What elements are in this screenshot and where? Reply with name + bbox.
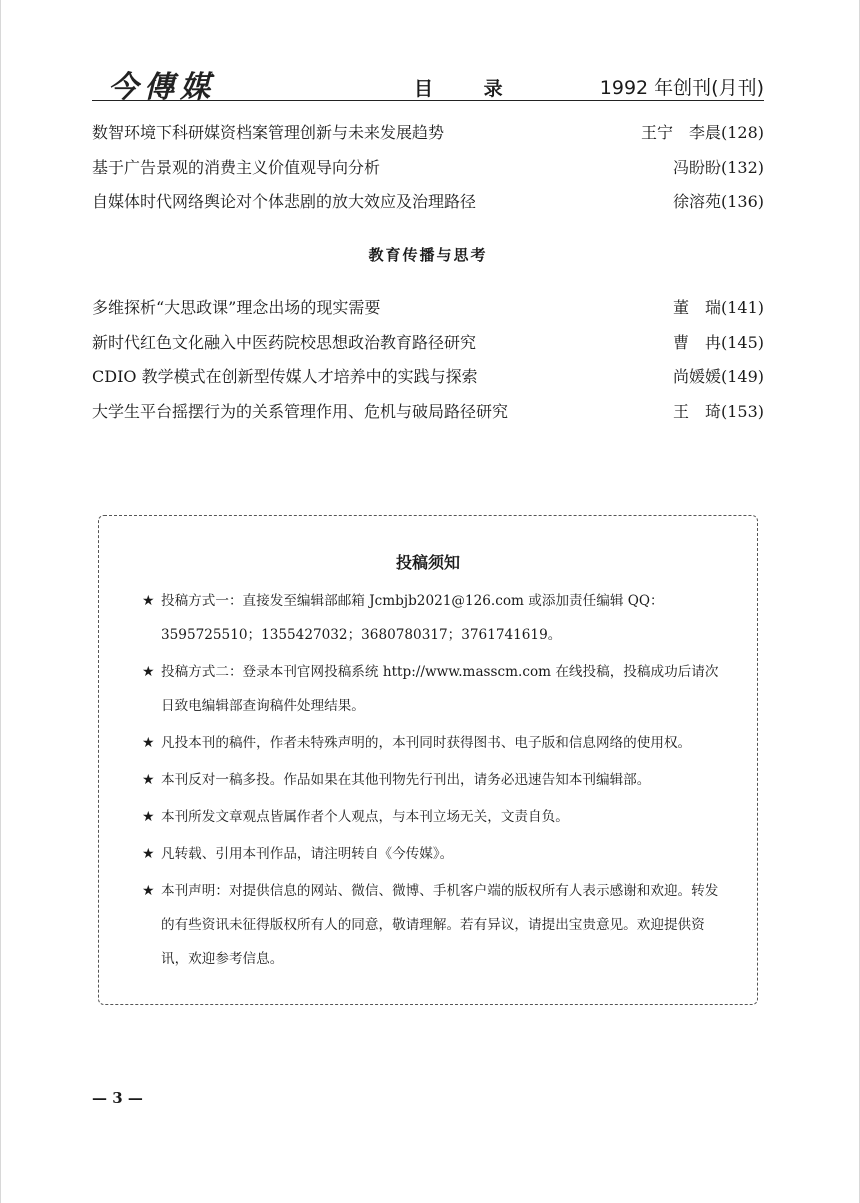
page-left-edge — [0, 0, 1, 1203]
toc-row[interactable] — [92, 332, 764, 367]
toc-author-page: 王宁 李晨(128) — [640, 123, 764, 142]
toc-author-page: 徐溶苑(136) — [672, 192, 764, 211]
star-icon: ★ — [142, 772, 155, 788]
toc-row[interactable] — [92, 401, 764, 436]
section-heading: 教育传播与思考 — [368, 246, 488, 264]
page-header — [92, 60, 764, 105]
notice-list — [142, 584, 722, 979]
submission-notice-box — [98, 515, 758, 1005]
notice-text: 本刊反对一稿多投。作品如果在其他刊物先行刊出，请务必迅速告知本刊编辑部。 — [161, 772, 651, 788]
star-icon: ★ — [142, 664, 155, 680]
notice-item — [142, 763, 722, 797]
toc-title: 新时代红色文化融入中医药院校思想政治教育路径研究 — [92, 332, 477, 352]
star-icon: ★ — [142, 846, 155, 862]
toc-row[interactable] — [92, 122, 764, 157]
toc-row[interactable] — [92, 191, 764, 226]
notice-title: 投稿须知 — [395, 553, 460, 572]
notice-item — [142, 837, 722, 871]
toc-title: 数智环境下科研媒资档案管理创新与未来发展趋势 — [92, 123, 445, 142]
toc-education-list — [92, 297, 764, 435]
toc-author-page: 董 瑞(141) — [672, 298, 764, 317]
toc-author-page: 尚媛媛(149) — [672, 367, 764, 386]
star-icon: ★ — [142, 593, 155, 609]
toc-row[interactable] — [92, 366, 764, 401]
star-icon: ★ — [142, 809, 155, 825]
toc-title: 自媒体时代网络舆论对个体悲剧的放大效应及治理路径 — [92, 192, 477, 211]
page-number: — 3 — — [92, 1089, 143, 1107]
toc-top-list — [92, 122, 764, 226]
notice-text: 凡转载、引用本刊作品，请注明转自《今传媒》。 — [161, 846, 454, 862]
toc-author-page: 曹 冉(145) — [672, 332, 764, 352]
toc-author-page: 王 琦(153) — [672, 401, 764, 421]
notice-item — [142, 584, 722, 652]
notice-text: 投稿方式一：直接发至编辑部邮箱 Jcmbjb2021@126.com 或添加责任编辑 QQ：3595725510；1355427032；3680780317；3761741619。 — [161, 593, 664, 643]
notice-text: 投稿方式二：登录本刊官网投稿系统 http://www.masscm.com 在线投稿，投稿成功后请次日致电编辑部查询稿件处理结果。 — [161, 664, 719, 714]
toc-title: 多维探析“大思政课”理念出场的现实需要 — [92, 298, 381, 317]
toc-title: 基于广告景观的消费主义价值观导向分析 — [92, 157, 381, 177]
notice-item — [142, 726, 722, 760]
toc-row[interactable] — [92, 157, 764, 192]
star-icon: ★ — [142, 883, 155, 899]
page-title: 目 录 — [414, 78, 525, 100]
notice-item — [142, 800, 722, 834]
edition-info: 1992 年创刊(月刊) — [599, 77, 764, 99]
notice-text: 本刊声明：对提供信息的网站、微信、微博、手机客户端的版权所有人表示感谢和欢迎。转发的有些资讯未征得版权所有人的同意，敬请理解。若有异议，请提出宝贵意见。欢迎提供资讯，欢迎参考信息。 — [161, 883, 719, 967]
toc-title: 大学生平台摇摆行为的关系管理作用、危机与破局路径研究 — [92, 401, 509, 421]
notice-text: 本刊所发文章观点皆属作者个人观点，与本刊立场无关，文责自负。 — [161, 809, 569, 825]
toc-author-page: 冯盼盼(132) — [672, 157, 764, 177]
journal-logo: 今傳媒 — [108, 70, 216, 105]
notice-item — [142, 655, 722, 723]
star-icon: ★ — [142, 735, 155, 751]
toc-row[interactable] — [92, 297, 764, 332]
notice-item — [142, 874, 722, 976]
notice-text: 凡投本刊的稿件，作者未特殊声明的，本刊同时获得图书、电子版和信息网络的使用权。 — [161, 735, 692, 751]
toc-title: CDIO 教学模式在创新型传媒人才培养中的实践与探索 — [92, 367, 478, 386]
